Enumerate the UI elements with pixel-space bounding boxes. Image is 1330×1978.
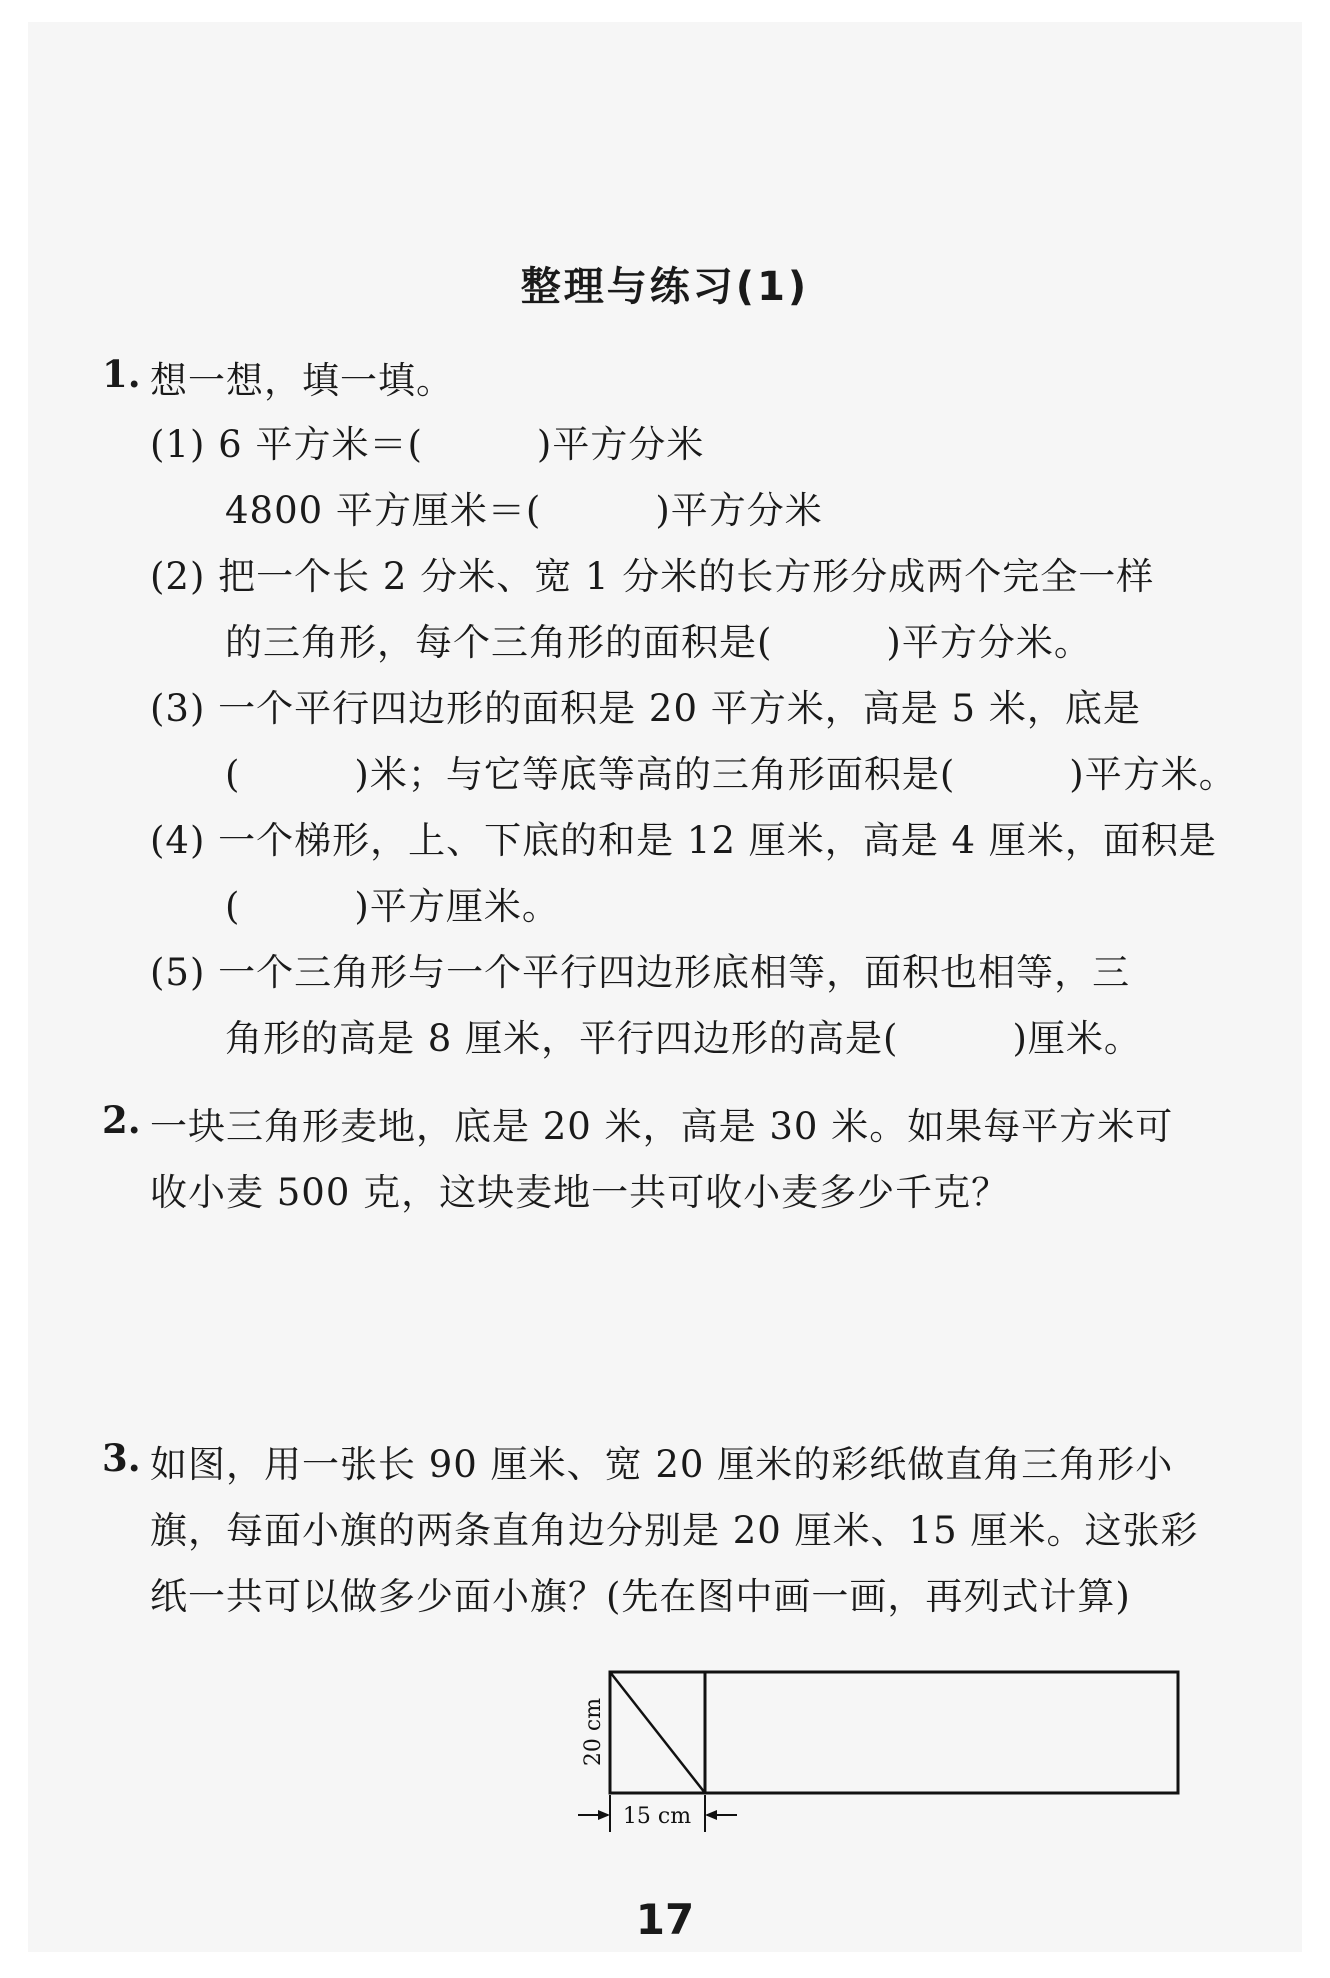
q1-line-10: 角形的高是 8 厘米，平行四边形的高是( )厘米。 bbox=[225, 1017, 1142, 1060]
question-1-prompt: 想一想，填一填。 bbox=[150, 359, 454, 402]
paper-strip-figure bbox=[560, 1660, 1200, 1860]
q1-line-1: (1) 6 平方米＝( )平方分米 bbox=[150, 423, 705, 466]
width-arrow-right-head bbox=[705, 1810, 717, 1820]
q1-line-7: (4) 一个梯形，上、下底的和是 12 厘米，高是 4 厘米，面积是 bbox=[150, 819, 1217, 862]
q2-line-2: 收小麦 500 克，这块麦地一共可收小麦多少千克？ bbox=[150, 1171, 1010, 1214]
q1-line-4: 的三角形，每个三角形的面积是( )平方分米。 bbox=[225, 621, 1092, 664]
question-1-number: 1. bbox=[102, 352, 141, 396]
first-flag-diagonal bbox=[610, 1672, 705, 1793]
width-dimension-label: 15 cm bbox=[622, 1804, 692, 1829]
question-3-number: 3. bbox=[102, 1436, 141, 1480]
q2-line-1: 一块三角形麦地，底是 20 米，高是 30 米。如果每平方米可 bbox=[150, 1105, 1174, 1148]
question-2-number: 2. bbox=[102, 1098, 141, 1142]
height-dimension-label: 20 cm bbox=[581, 1697, 606, 1767]
paper-strip-rectangle bbox=[610, 1672, 1178, 1793]
q1-line-6: ( )米；与它等底等高的三角形面积是( )平方米。 bbox=[225, 753, 1237, 796]
q3-line-3: 纸一共可以做多少面小旗？(先在图中画一画，再列式计算) bbox=[150, 1575, 1131, 1618]
q1-line-8: ( )平方厘米。 bbox=[225, 885, 560, 928]
q1-line-2: 4800 平方厘米＝( )平方分米 bbox=[225, 489, 823, 532]
width-arrow-left-head bbox=[598, 1810, 610, 1820]
page-number: 17 bbox=[635, 1895, 695, 1944]
page-title: 整理与练习(1) bbox=[520, 264, 810, 310]
q3-line-1: 如图，用一张长 90 厘米、宽 20 厘米的彩纸做直角三角形小 bbox=[150, 1443, 1174, 1486]
q1-line-9: (5) 一个三角形与一个平行四边形底相等，面积也相等，三 bbox=[150, 951, 1131, 994]
q3-line-2: 旗，每面小旗的两条直角边分别是 20 厘米、15 厘米。这张彩 bbox=[150, 1509, 1199, 1552]
q1-line-5: (3) 一个平行四边形的面积是 20 平方米，高是 5 米，底是 bbox=[150, 687, 1141, 730]
q1-line-3: (2) 把一个长 2 分米、宽 1 分米的长方形分成两个完全一样 bbox=[150, 555, 1155, 598]
